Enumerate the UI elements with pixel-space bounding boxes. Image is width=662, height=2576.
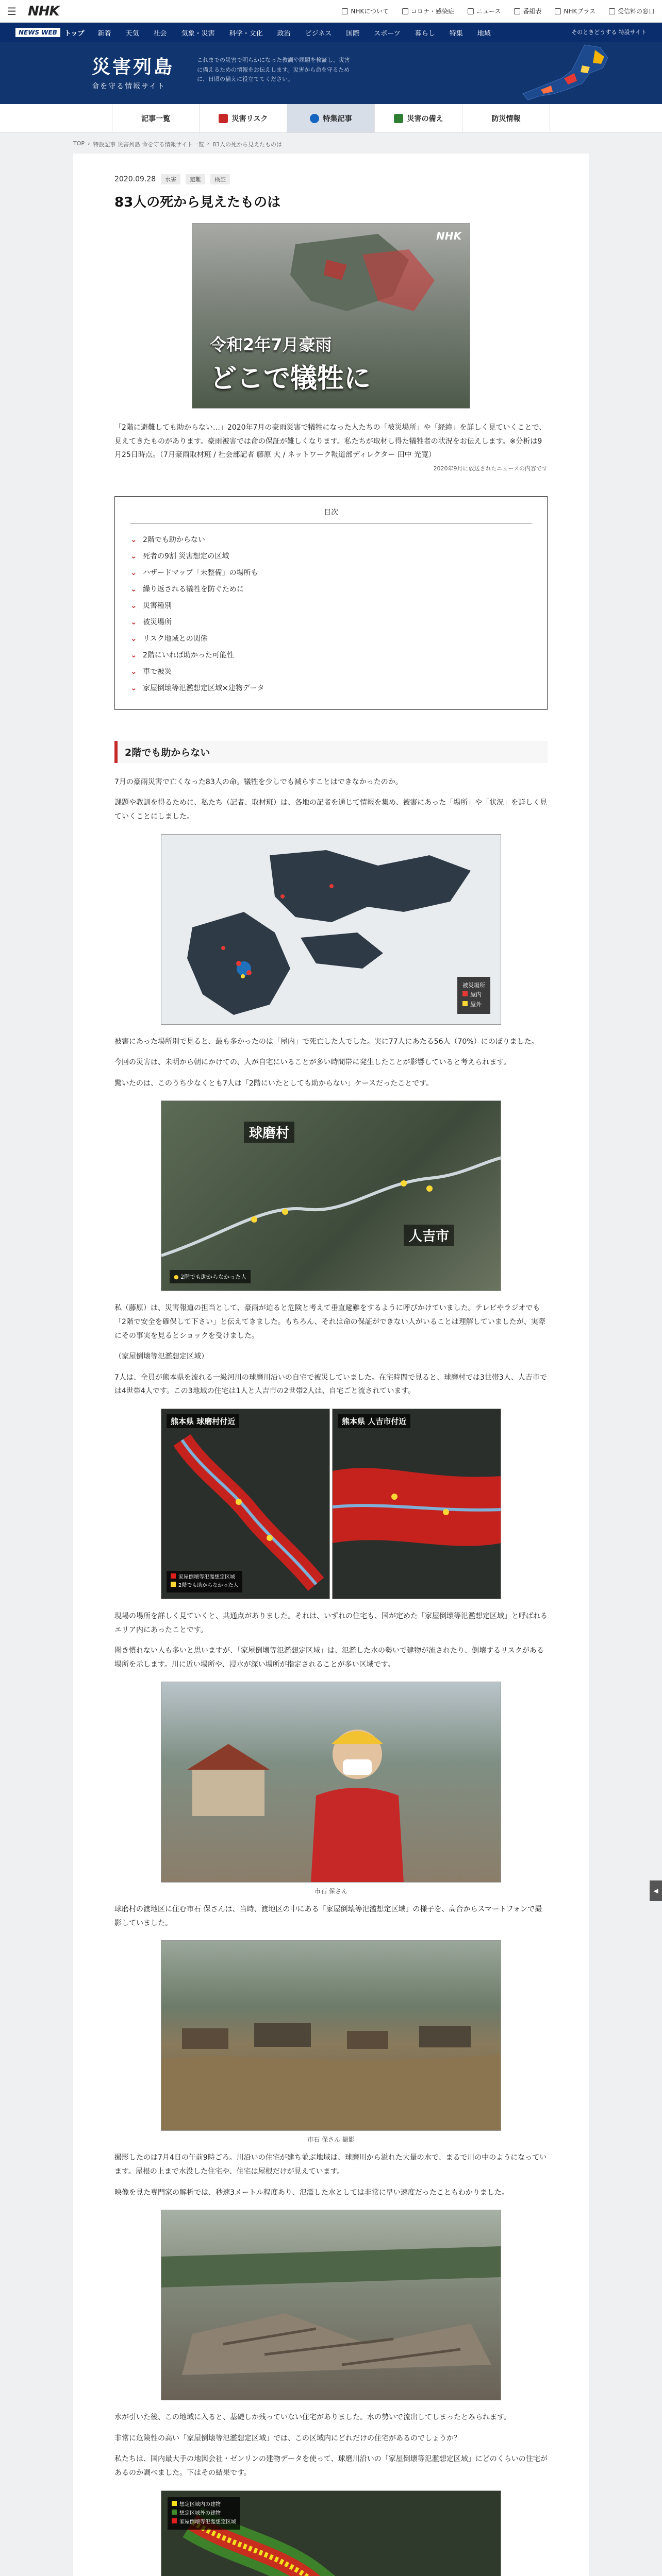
building-data-map: [161, 2490, 501, 2576]
paragraph: 聞き慣れない人も多いと思いますが、「家屋倒壊等氾濫想定区域」は、氾濫した水の勢いで建物が流されたり、倒壊するリスクがある場所を示します。川に近い場所や、浸水が深い場所が指定されることが多い区域です。: [114, 1647, 544, 1669]
person-icon: ●: [174, 1274, 179, 1281]
nhk-link-news[interactable]: ニュース: [468, 7, 501, 15]
chevron-down-icon: ⌄: [130, 666, 137, 676]
paragraph: 私（藤原）は、災害報道の担当として、豪雨が迫ると危険と考えて垂直避難をするように呼びかけていました。テレビやラジオでも「2階で安全を確保して下さい」と伝えてきました。もちろん、それは命の保証ができない人がいることは理解していましたが、実際にその事実を見るとショックを受けました。: [114, 1304, 545, 1340]
toc-item[interactable]: ⌄ 家屋倒壊等氾濫想定区域×建物データ: [130, 683, 264, 692]
plus-icon: [555, 8, 561, 14]
toc-item[interactable]: ⌄ 2階にいれば助かった可能性: [130, 650, 234, 659]
table-of-contents: [114, 496, 548, 710]
chevron-down-icon: ⌄: [130, 551, 137, 561]
article-lead: 「2階に避難しても助からない…」2020年7月の豪雨災害で犠牲になった人たちの「被災場所」や「経緯」を詳しく見ていくことで、見えてきたものがあります。豪雨被害では命の保証が難しくなります。私たちが取材し得た犠牲者の状況をお伝えします。※分析は9月25日時点。（7月豪雨取材班 / 社会部記者 藤原 大 / ネットワーク報道部ディレクター 田中 光寛）: [114, 423, 547, 460]
paragraph: 7人は、全員が熊本県を流れる一級河川の球磨川沿いの自宅で被災していました。在宅時間で見ると、球磨村では3世帯3人、人吉市では4世帯4人です。この3地域の住宅は1人と人吉市の2世帯2人は、自宅ごと流されています。: [114, 1373, 547, 1396]
nhk-link-covid[interactable]: コロナ・感染症: [402, 7, 454, 15]
legend-swatch: [172, 2518, 177, 2523]
chevron-down-icon: ⌄: [130, 534, 137, 544]
tab-disaster-risk[interactable]: 災害リスク: [200, 104, 287, 132]
map-legend: 家屋倒壊等氾濫想定区域 2階でも助からなかった人: [167, 1571, 242, 1592]
info-icon: [342, 8, 348, 14]
toc-item[interactable]: ⌄ 2階でも助からない: [130, 534, 205, 544]
news-nav-item[interactable]: 暮らし: [415, 29, 435, 38]
flood-photo: [161, 1940, 501, 2131]
map-title: 熊本県 人吉市付近: [338, 1414, 410, 1428]
paragraph: （家屋倒壊等氾濫想定区域）: [114, 1352, 208, 1361]
news-nav-item[interactable]: 天気: [125, 29, 139, 38]
tab-feature[interactable]: 特集記事: [287, 104, 375, 132]
risk-icon: [219, 114, 228, 123]
news-nav-item[interactable]: 地域: [477, 29, 491, 38]
nhk-link-schedule[interactable]: 番組表: [514, 7, 541, 15]
site-description: これまでの災害で明らかになった教訓や課題を検証し、災害に備えるための情報をお伝えします。災害から命を守るために、日頃の備えに役立ててください。: [197, 57, 350, 83]
tab-article-list[interactable]: 記事一覧: [112, 104, 200, 132]
toc-title: 目次: [130, 507, 532, 524]
legend-swatch: [172, 2501, 177, 2506]
chevron-down-icon: ⌄: [130, 633, 137, 643]
chevron-down-icon: ⌄: [130, 600, 137, 610]
news-nav-item[interactable]: 社会: [153, 29, 167, 38]
toc-item[interactable]: ⌄ 災害種別: [130, 600, 172, 610]
page-side-button[interactable]: ◀: [650, 1880, 662, 1901]
main-tabs: [0, 104, 662, 133]
article-card: [73, 154, 589, 2576]
paragraph: 水が引いた後、この地域に入ると、基礎しか残っていない住宅がありました。水の勢いで流出してしまったとみられます。: [114, 2413, 511, 2422]
news-nav-item[interactable]: スポーツ: [374, 29, 401, 38]
news-nav: [0, 23, 662, 42]
interviewee-photo: [161, 1682, 501, 1883]
chevron-down-icon: ⌄: [130, 683, 137, 692]
news-nav-item[interactable]: 新着: [97, 29, 111, 38]
article-meta: [114, 174, 548, 184]
toc-item[interactable]: ⌄ リスク地域との関係: [130, 633, 208, 643]
hazard-map-hitoyoshi: [332, 1409, 501, 1599]
legend-swatch: [172, 2510, 177, 2515]
news-nav-item[interactable]: 科学・文化: [229, 29, 263, 38]
news-web-badge[interactable]: NEWS WEB: [15, 28, 60, 37]
paragraph: 課題や教訓を得るために、私たち（記者、取材班）は、各地の記者を通じて情報を集め、被害にあった「場所」や「状況」を詳しく見ていくことにしました。: [114, 799, 548, 821]
site-title-sub: 命を守る情報サイト: [92, 82, 166, 91]
map-legend: 想定区域内の建物 想定区域外の建物 家屋倒壊等氾濫想定区域: [168, 2497, 240, 2530]
feature-icon: [310, 114, 319, 123]
nhk-link-fee[interactable]: 受信料の窓口: [609, 7, 655, 15]
japan-map-graphic: [466, 42, 631, 104]
toc-item[interactable]: ⌄ 死者の9割 災害想定の区域: [130, 551, 229, 561]
breadcrumb-link[interactable]: 特設記事 災害列島 命を守る情報サイト一覧: [93, 141, 204, 148]
paragraph: 被害にあった場所別で見ると、最も多かったのは「屋内」で死亡した人でした。実に77人にあたる56人（70%）にのぼりました。: [114, 1037, 539, 1046]
photo-caption: 市石 保さん: [315, 1888, 347, 1895]
map-label-kuma: 球磨村: [244, 1122, 294, 1143]
paragraph: 球磨村の渡地区に住む市石 保さんは、当時、渡地区の中にある「家屋倒壊等氾濫想定区域」の様子を、高台からスマートフォンで撮影していました。: [114, 1905, 542, 1927]
legend-swatch: [171, 1573, 176, 1579]
hero-banner: [0, 42, 662, 104]
news-nav-home[interactable]: トップ: [64, 29, 85, 38]
preparation-icon: [394, 114, 403, 123]
tab-disaster-info[interactable]: 防災情報: [462, 104, 550, 132]
toc-item[interactable]: ⌄ 被災場所: [130, 617, 172, 626]
schedule-icon: [514, 8, 520, 14]
toc-item[interactable]: ⌄ ハザードマップ「未整備」の場所も: [130, 567, 258, 577]
toc-item[interactable]: ⌄ 繰り返される犠牲を防ぐために: [130, 584, 244, 594]
legend-swatch: [462, 1001, 468, 1006]
legend-swatch: [171, 1582, 176, 1587]
paragraph: 驚いたのは、このうち少なくとも7人は「2階にいたとしても助からない」ケースだったことです。: [114, 1079, 433, 1088]
chevron-down-icon: ⌄: [130, 650, 137, 659]
paragraph: 非常に危険性の高い「家屋倒壊等氾濫想定区域」では、この区域内にどれだけの住宅があるのでしょうか？: [114, 2434, 461, 2443]
nhk-header: [0, 0, 662, 23]
news-nav-item[interactable]: 特集: [449, 29, 463, 38]
hazard-map-kuma: [161, 1409, 330, 1599]
nhk-link-about[interactable]: NHKについて: [342, 7, 389, 15]
nhk-logo[interactable]: NHK: [28, 3, 59, 19]
chevron-down-icon: ⌄: [130, 567, 137, 577]
paragraph: 今回の災害は、未明から朝にかけての、人が自宅にいることが多い時間帯に発生したことが影響していると考えられます。: [114, 1058, 511, 1067]
kuma-river-map-image: [161, 1100, 501, 1291]
fee-icon: [609, 8, 615, 14]
hazard-map-pair: [161, 1409, 501, 1599]
map-label-hitoyoshi: 人吉市: [404, 1225, 454, 1246]
section-heading: 2階でも助からない: [114, 741, 548, 763]
article-title: 83人の死から見えたものは: [114, 195, 281, 210]
article-note: 2020年9月に放送されたニュースの内容です: [433, 465, 548, 472]
paragraph: 現場の場所を詳しく見ていくと、共通点がありました。それは、いずれの住宅も、国が定めた「家屋倒壊等氾濫想定区域」と呼ばれるエリア内にあったことです。: [114, 1612, 548, 1634]
map-legend: ● 2階でも助からなかった人: [170, 1270, 251, 1283]
hero-nhk-logo: NHK: [436, 230, 461, 242]
hamburger-menu-icon[interactable]: ☰: [7, 5, 16, 18]
paragraph: 私たちは、国内最大手の地図会社・ゼンリンの建物データを使って、球磨川沿いの「家屋倒壊等氾濫想定区域」にどのくらいの住宅があるのか調べました。下はその結果です。: [114, 2455, 548, 2478]
article-tag[interactable]: 検証: [210, 174, 230, 184]
breadcrumb-current: 83人の死から見えたものは: [212, 141, 283, 148]
breadcrumb: TOP › 特設記事 災害列島 命を守る情報サイト一覧 › 83人の死から見えたものは: [73, 140, 283, 148]
paragraph: 7月の豪雨災害で亡くなった83人の命。犠牲を少しでも減らすことはできなかったのか。: [114, 777, 403, 786]
nhk-links: [342, 7, 655, 15]
news-nav-item[interactable]: 国際: [346, 29, 360, 38]
paragraph: 映像を見た専門家の解析では、秒速3メートル程度あり、氾濫した水としては非常に早い速度だったこともわかりました。: [114, 2188, 509, 2197]
special-site-link[interactable]: そのときどうする 特設サイト: [571, 29, 647, 36]
news-nav-item[interactable]: ビジネス: [305, 29, 332, 38]
tab-preparation[interactable]: 災害の備え: [375, 104, 462, 132]
breadcrumb-link[interactable]: TOP: [73, 140, 85, 147]
toc-item[interactable]: ⌄ 車で被災: [130, 666, 172, 676]
paragraph: 撮影したのは7月4日の午前9時ごろ。川沿いの住宅が建ち並ぶ地域は、球磨川から溢れた大量の水で、まるで川の中のようになっています。屋根の上まで水没した住宅や、住宅は屋根だけが見えています。: [114, 2154, 547, 2176]
map-legend: 被災場所 屋内 屋外: [457, 977, 490, 1014]
news-nav-item[interactable]: 気象・災害: [181, 29, 215, 38]
site-title-main: 災害列島: [92, 56, 175, 78]
covid-icon: [402, 8, 408, 14]
hero-image-line1: 令和2年7月豪雨: [210, 335, 332, 354]
nhk-link-plus[interactable]: NHKプラス: [555, 7, 595, 15]
article-tag[interactable]: 水害: [161, 174, 180, 184]
chevron-down-icon: ⌄: [130, 617, 137, 626]
news-nav-item[interactable]: 政治: [277, 29, 291, 38]
hero-image-line2: どこで犠牲に: [210, 363, 371, 394]
map-title: 熊本県 球磨村付近: [167, 1414, 239, 1428]
debris-photo: [161, 2210, 501, 2400]
article-date: 2020.09.28: [114, 175, 156, 183]
kyushu-map-image: [161, 834, 501, 1025]
chevron-down-icon: ⌄: [130, 584, 137, 594]
news-icon: [468, 8, 474, 14]
photo-caption: 市石 保さん 撮影: [307, 2136, 355, 2144]
hero-image: [192, 223, 470, 409]
site-title[interactable]: [92, 53, 174, 91]
legend-swatch: [462, 991, 468, 996]
article-tag[interactable]: 避難: [186, 174, 205, 184]
